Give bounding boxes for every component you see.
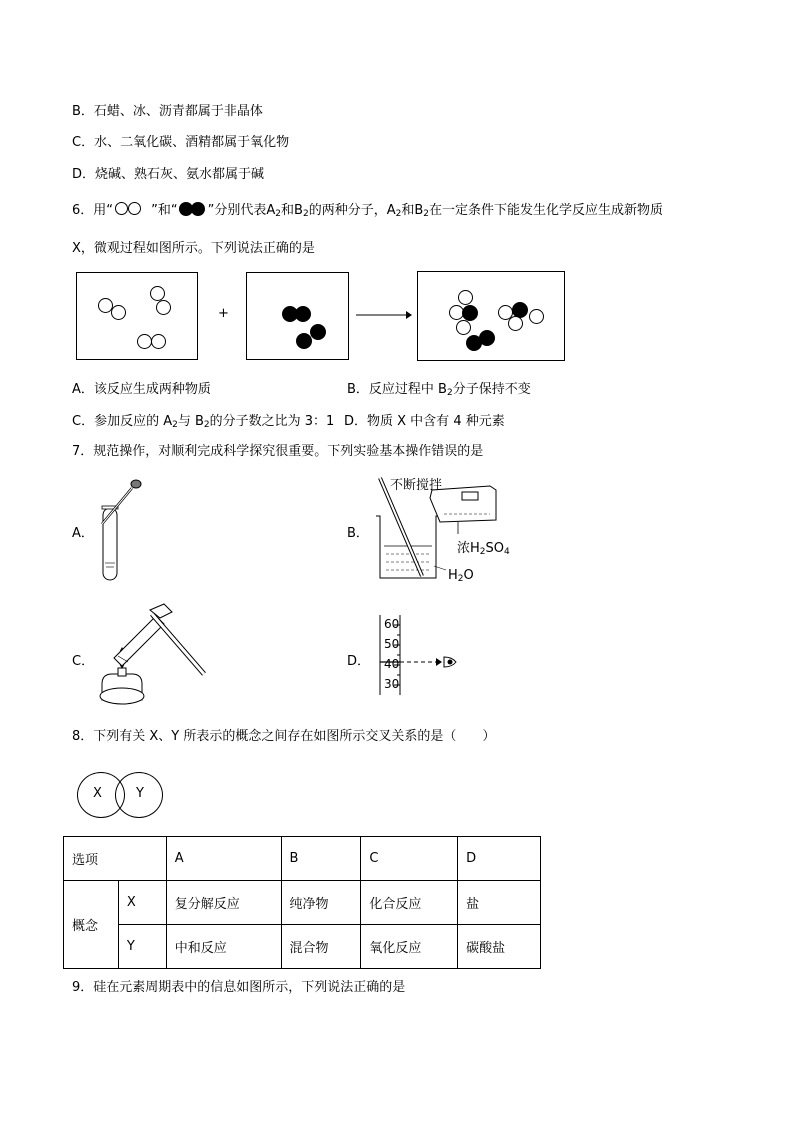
table-cell: 碳酸盐 [458,925,541,969]
table-cell: 化合反应 [361,881,458,925]
reactant-b-box [246,272,349,360]
tick-label-30: 30 [384,677,400,691]
q7-label-c: C． [72,654,95,669]
q6-option-d: D．物质 X 中含有 4 种元素 [344,414,505,429]
q5-option-b: B．石蜡、冰、沥青都属于非晶体 [72,104,263,119]
q5-option-d: D．烧碱、熟石灰、氨水都属于碱 [72,167,265,182]
tick-label-60: 60 [384,617,400,631]
venn-label-y: Y [136,786,144,801]
b2-formula: $B_2$ [294,203,309,219]
table-cell: 混合物 [281,925,361,969]
venn-diagram [77,772,163,818]
q5-option-c: C．水、二氧化碳、酒精都属于氧化物 [72,135,290,150]
table-header-cell: C [361,837,458,881]
black-molecule-icon [178,202,208,216]
acid-label: 浓$H_2SO_4$ [457,541,510,557]
tick-label-50: 50 [384,637,400,651]
q6-option-a: A．该反应生成两种物质 [72,382,211,397]
q6-stem-post: ”分别代表 [207,203,267,218]
table-row [64,837,541,881]
q6-and: 和 [281,203,295,218]
table-cell: 复分解反应 [166,881,281,925]
concept-table [63,836,541,969]
dropper-test-tube-icon [96,478,146,584]
b2-formula-2: $B_2$ [414,203,430,219]
tick-label-40: 40 [384,657,400,671]
q6-stem-end: 在一定条件下能发生化学反应生成新物质 [429,203,664,218]
q6-option-c: C．参加反应的 $A_2$与 $B_2$的分子数之比为 3：1 [72,414,335,430]
stir-label: 不断搅拌 [390,478,443,493]
table-header-cell: B [281,837,361,881]
a2-formula: $A_2$ [266,203,282,219]
q7-label-d: D． [347,654,371,669]
table-row [64,925,541,969]
q7-stem: 7．规范操作，对顺利完成科学探究很重要。下列实验基本操作错误的是 [72,444,484,459]
q7-label-b: B． [347,526,369,541]
reaction-arrow-icon [356,310,412,320]
a2-formula-2: $A_2$ [386,203,402,219]
q9-stem: 9．硅在元素周期表中的信息如图所示，下列说法正确的是 [72,980,406,995]
table-cell: X [118,881,166,925]
table-header-cell: A [166,837,281,881]
q6-stem-line1 [72,202,663,223]
reactant-a-box [76,272,198,360]
venn-label-x: X [93,786,102,801]
table-cell: 盐 [458,881,541,925]
q6-stem-pre: 6．用“ [72,203,114,218]
q7-label-a: A． [72,526,94,541]
water-label: $H_2O$ [448,568,474,584]
q6-stem-mid: ”和“ [147,203,178,218]
q8-stem: 8．下列有关 X、Y 所表示的概念之间存在如图所示交叉关系的是（ ） [72,729,496,744]
table-cell: 氧化反应 [361,925,458,969]
table-cell: 中和反应 [166,925,281,969]
q6-stem-line2: X，微观过程如图所示。下列说法正确的是 [72,241,315,256]
table-concept-cell: 概念 [64,881,119,969]
product-box [417,271,565,361]
q6-stem-tail: 的两种分子， [308,203,387,218]
table-cell: Y [118,925,166,969]
q6-option-b: B．反应过程中 $B_2$分子保持不变 [347,382,531,398]
table-cell: 纯净物 [281,881,361,925]
table-row [64,881,541,925]
plus-sign: + [218,306,229,321]
heating-test-tube-icon [92,604,212,708]
q6-and-2: 和 [401,203,415,218]
table-header-cell: 选项 [64,837,167,881]
table-header-cell: D [458,837,541,881]
white-molecule-icon [113,202,147,216]
